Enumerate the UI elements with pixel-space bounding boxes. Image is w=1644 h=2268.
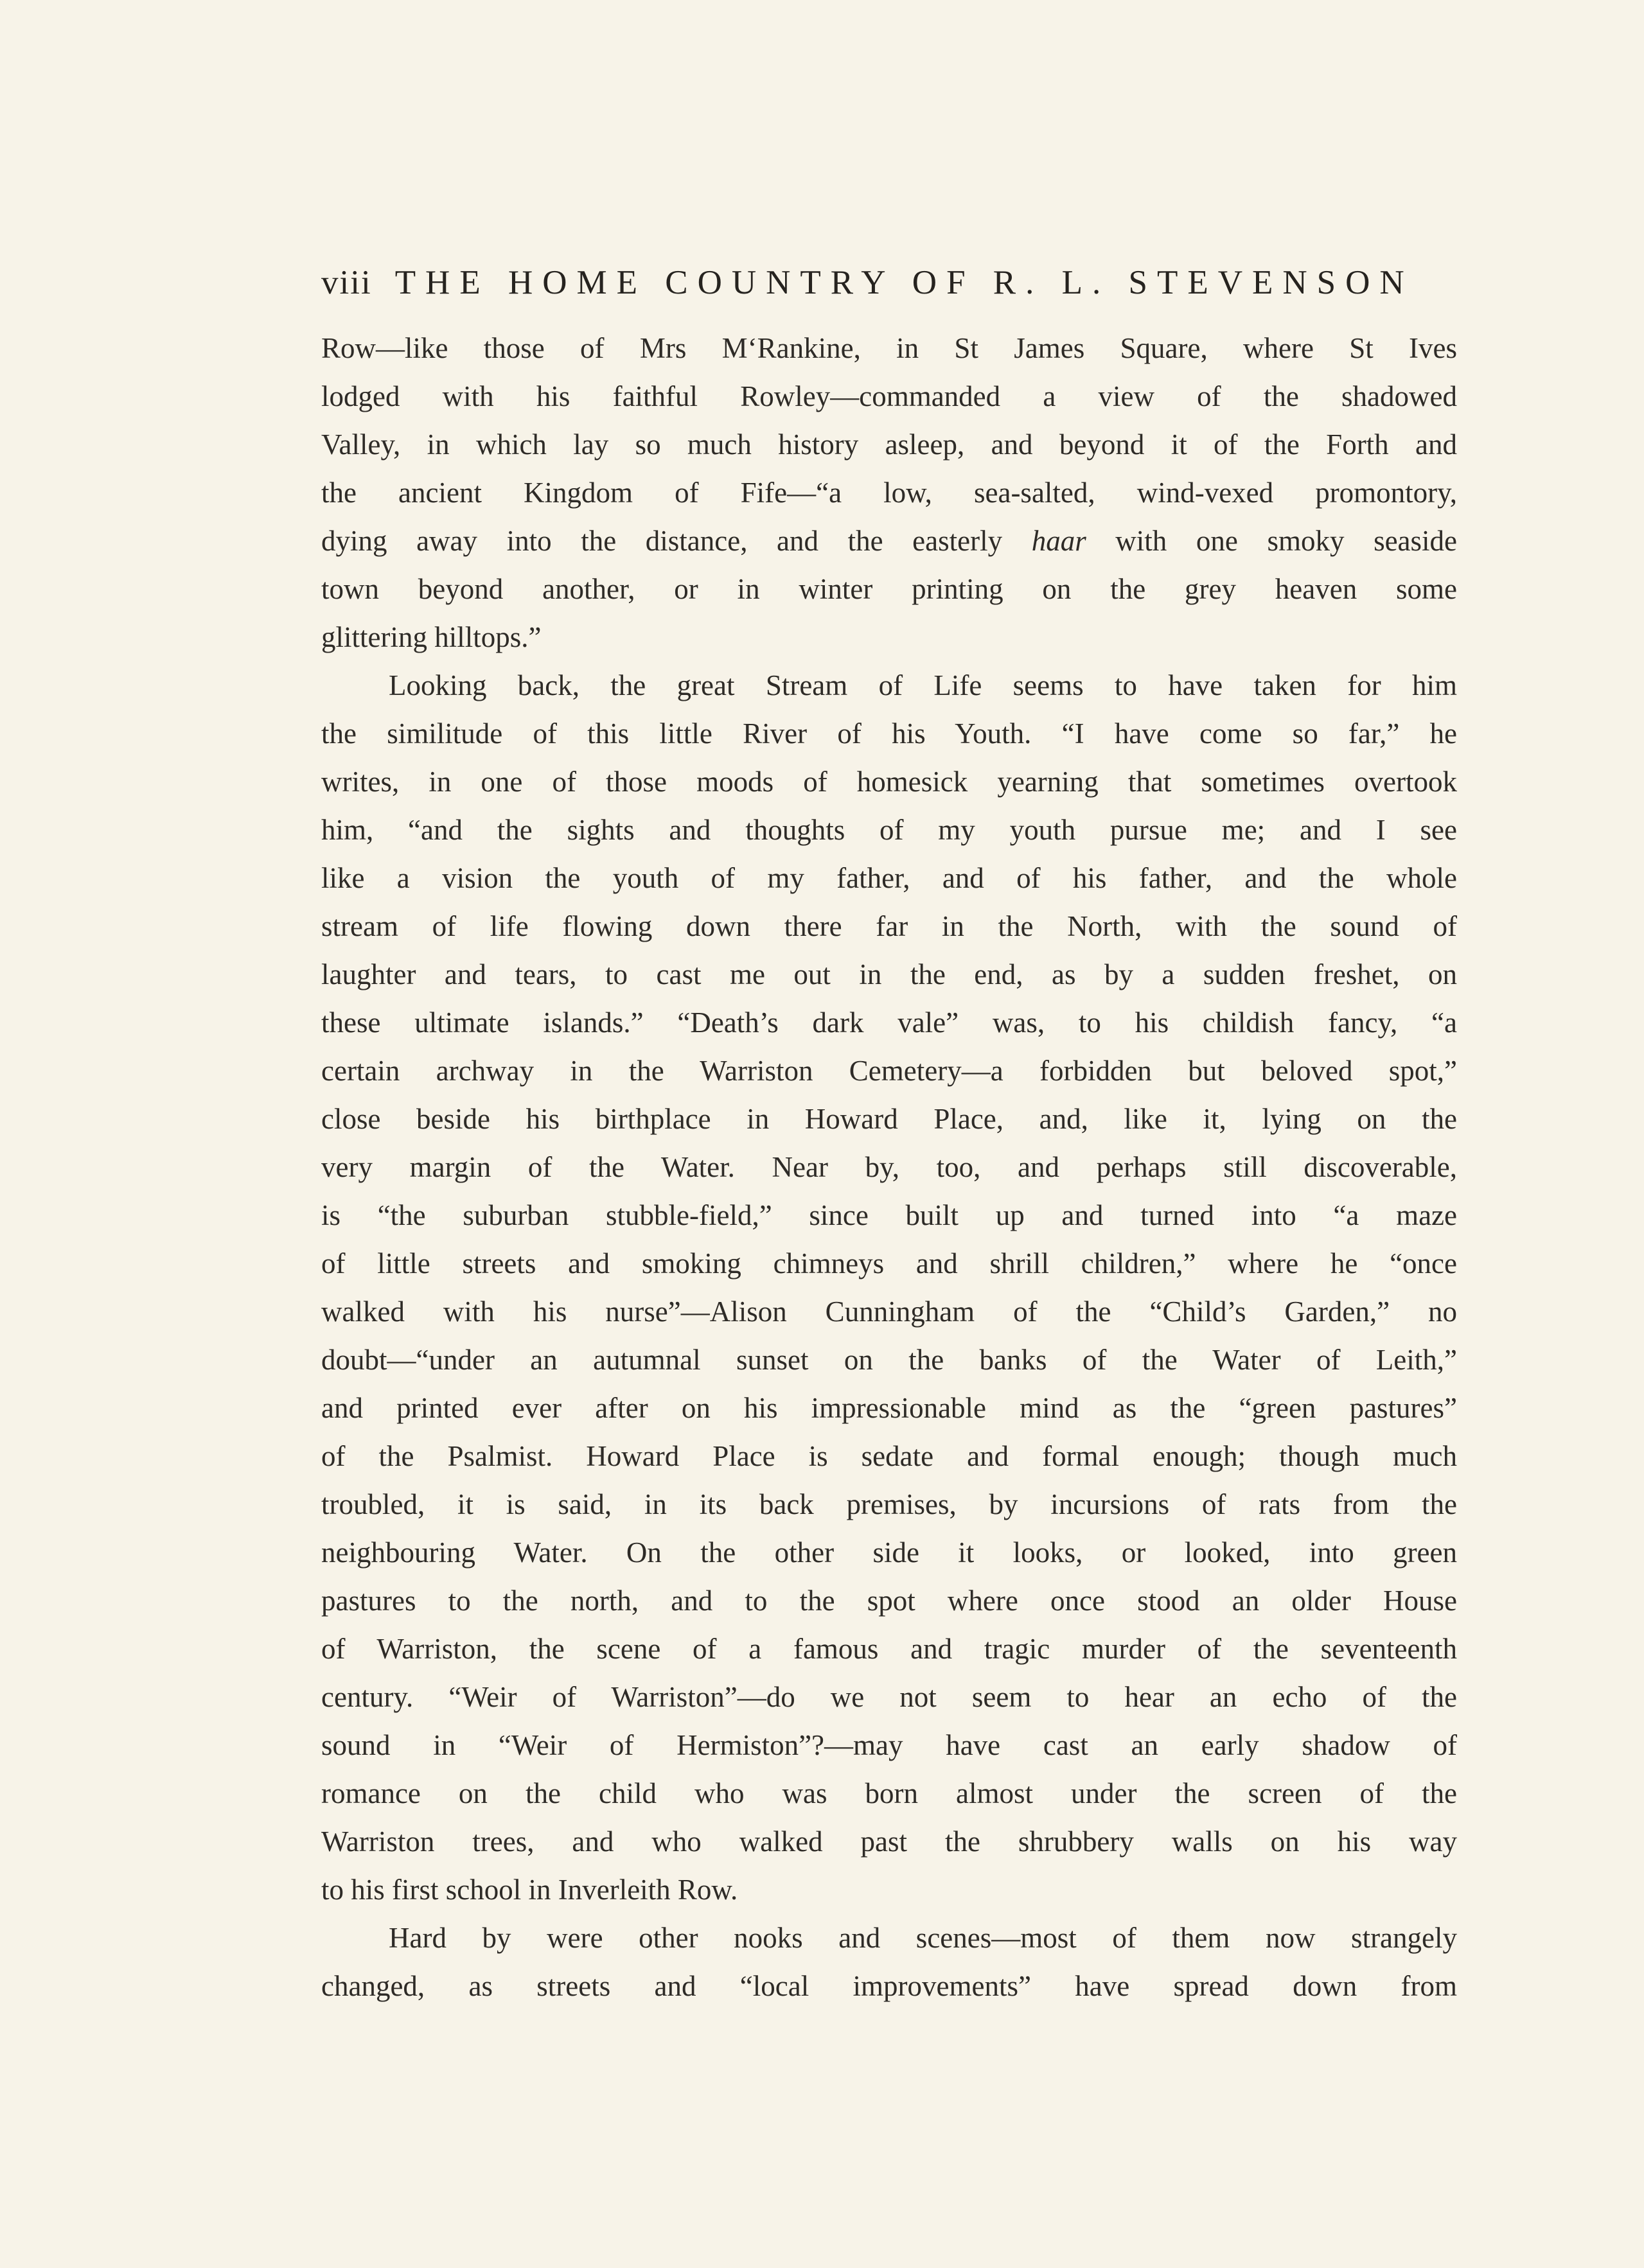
- text-segment: with one smoky seaside: [1086, 525, 1458, 557]
- paragraph: [321, 324, 1457, 662]
- text-line: doubt—“under an autumnal sunset on the banks of the Water of Leith,”: [321, 1344, 1457, 1376]
- text-line: of Warriston, the scene of a famous and tragic murder of the seventeenth: [321, 1633, 1457, 1665]
- text-line: and printed ever after on his impressionable mind as the “green pastures”: [321, 1392, 1457, 1424]
- text-line: close beside his birthplace in Howard Place, and, like it, lying on the: [321, 1103, 1457, 1135]
- text-line: town beyond another, or in winter printing on the grey heaven some: [321, 573, 1457, 605]
- text-line: the similitude of this little River of his Youth. “I have come so far,” he: [321, 717, 1457, 750]
- text-line: Row—like those of Mrs M‘Rankine, in St James Square, where St Ives: [321, 332, 1457, 364]
- text-line: certain archway in the Warriston Cemetery—a forbidden but beloved spot,”: [321, 1055, 1457, 1087]
- paragraph: [321, 662, 1457, 1914]
- text-line: writes, in one of those moods of homesick yearning that sometimes overtook: [321, 766, 1457, 798]
- text-segment: dying away into the distance, and the easterly: [321, 525, 1032, 557]
- text-line: to his first school in Inverleith Row.: [321, 1874, 738, 1906]
- text-line: neighbouring Water. On the other side it looks, or looked, into green: [321, 1536, 1457, 1569]
- book-page: [321, 257, 1457, 2030]
- page-number: viii: [321, 264, 372, 301]
- text-line: [321, 517, 1457, 565]
- text-line: Valley, in which lay so much history asleep, and beyond it of the Forth and: [321, 428, 1457, 461]
- text-line: changed, as streets and “local improvements” have spread down from: [321, 1970, 1457, 2002]
- text-line: is “the suburban stubble-field,” since built up and turned into “a maze: [321, 1199, 1457, 1231]
- text-line: very margin of the Water. Near by, too, and perhaps still discoverable,: [321, 1151, 1457, 1183]
- text-line: stream of life flowing down there far in the North, with the sound of: [321, 910, 1457, 942]
- text-line: romance on the child who was born almost under the screen of the: [321, 1777, 1457, 1809]
- text-line: the ancient Kingdom of Fife—“a low, sea-salted, wind-vexed promontory,: [321, 477, 1457, 509]
- running-head: [321, 257, 1457, 308]
- text-line: these ultimate islands.” “Death’s dark vale” was, to his childish fancy, “a: [321, 1007, 1457, 1039]
- text-line: Warriston trees, and who walked past the shrubbery walls on his way: [321, 1825, 1457, 1858]
- text-line: century. “Weir of Warriston”—do we not seem to hear an echo of the: [321, 1681, 1457, 1713]
- body-text: [321, 324, 1457, 2010]
- text-line: him, “and the sights and thoughts of my youth pursue me; and I see: [321, 814, 1457, 846]
- text-line: of little streets and smoking chimneys and shrill children,” where he “once: [321, 1247, 1457, 1279]
- running-title: THE HOME COUNTRY OF R. L. STEVENSON: [394, 264, 1414, 301]
- text-line: troubled, it is said, in its back premises, by incursions of rats from the: [321, 1488, 1457, 1520]
- text-line: laughter and tears, to cast me out in the end, as by a sudden freshet, on: [321, 958, 1457, 990]
- paragraph: [321, 1914, 1457, 2010]
- text-line: lodged with his faithful Rowley—commanded a view of the shadowed: [321, 380, 1457, 412]
- text-line: of the Psalmist. Howard Place is sedate and formal enough; though much: [321, 1440, 1457, 1472]
- text-line: walked with his nurse”—Alison Cunningham of the “Child’s Garden,” no: [321, 1296, 1457, 1328]
- text-line: Hard by were other nooks and scenes—most of them now strangely: [389, 1922, 1457, 1954]
- text-line: pastures to the north, and to the spot where once stood an older House: [321, 1585, 1457, 1617]
- italic-word: haar: [1031, 525, 1086, 557]
- text-line: Looking back, the great Stream of Life seems to have taken for him: [389, 669, 1457, 701]
- text-line: sound in “Weir of Hermiston”?—may have cast an early shadow of: [321, 1729, 1457, 1761]
- text-line: glittering hilltops.”: [321, 621, 542, 653]
- text-line: like a vision the youth of my father, and of his father, and the whole: [321, 862, 1457, 894]
